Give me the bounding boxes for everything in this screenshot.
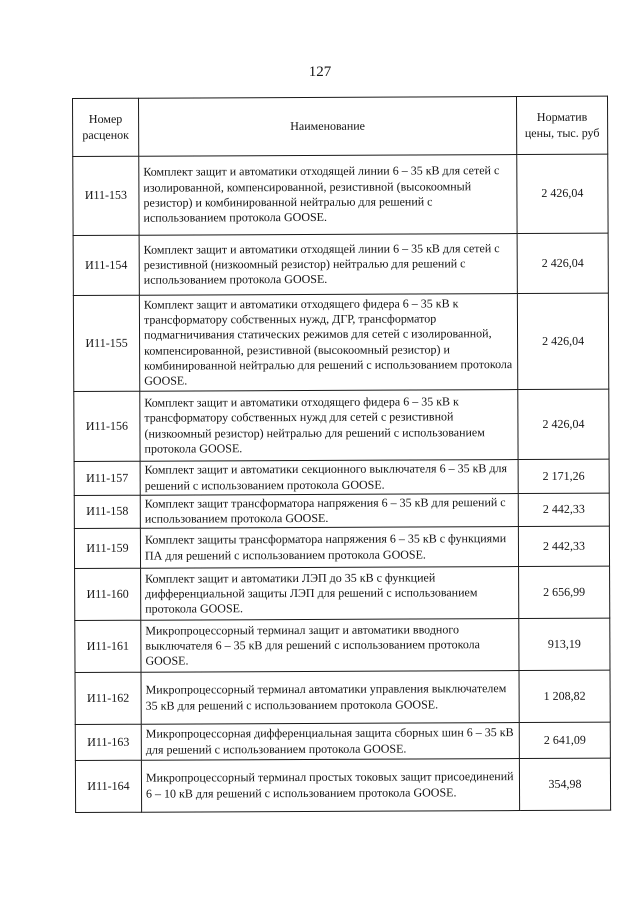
row-name: Микропроцессорная дифференциальная защита сборных шин 6 – 35 кВ для решений с использованием протокола GOOSE.: [141, 723, 519, 761]
row-code: И11-154: [73, 235, 139, 295]
row-code: И11-163: [75, 724, 141, 760]
table-row: [73, 233, 608, 295]
header-code: Номер расценок: [73, 98, 139, 156]
row-name: Комплект защит и автоматики секционного выключателя 6 – 35 кВ для решений с использованием протокола GOOSE.: [140, 460, 518, 496]
row-code: И11-162: [75, 672, 141, 724]
row-price: 2 656,99: [519, 566, 610, 618]
row-name: Микропроцессорный терминал простых токовых защит присоединений 6 – 10 кВ для решений с использованием протокола GOOSE.: [141, 759, 519, 813]
table-row: [75, 566, 610, 620]
row-code: И11-164: [75, 760, 141, 812]
table-row: [75, 758, 610, 812]
row-price: 2 426,04: [517, 293, 608, 389]
row-name: Комплект защит и автоматики отходящего фидера 6 – 35 кВ к трансформатору собственных нужд, ДГР, трансформатор подмагничивания статических режимов для сетей с изолированной, компенсированной, резистивной (высокоомный резистор) и комбинированной нейтралью для решений с использованием протокола GOOSE.: [139, 294, 517, 392]
table-row: [73, 293, 608, 391]
row-code: И11-159: [74, 528, 140, 568]
row-price: 2 641,09: [519, 722, 610, 758]
table-header-row: [73, 96, 608, 156]
row-price: 2 426,04: [517, 154, 608, 233]
row-price: 2 426,04: [518, 389, 609, 459]
row-price: 2 171,26: [518, 459, 609, 493]
row-name: Комплект защит и автоматики отходящей линии 6 – 35 кВ для сетей с резистивной (низкоомный резистор) нейтралью для решений с использованием протокола GOOSE.: [139, 234, 517, 296]
row-price: 913,19: [519, 618, 610, 670]
table-row: [73, 154, 608, 235]
row-code: И11-155: [73, 295, 139, 391]
price-table: [72, 96, 611, 813]
row-name: Комплект защит и автоматики ЛЭП до 35 кВ с функцией дифференциальной защиты ЛЭП для решений с использованием протокола GOOSE.: [141, 567, 519, 621]
row-price: 354,98: [519, 758, 610, 810]
row-price: 2 442,33: [518, 493, 609, 526]
row-name: Комплект защиты трансформатора напряжения 6 – 35 кВ с функциями ПА для решений с использованием протокола GOOSE.: [140, 527, 518, 569]
row-name: Комплект защит и автоматики отходящего фидера 6 – 35 кВ к трансформатору собственных нужд для сетей с резистивной (низкоомный резистор) нейтралью для решений с использованием протокола GOOSE.: [140, 390, 518, 462]
row-price: 2 442,33: [518, 526, 609, 566]
row-code: И11-160: [75, 568, 141, 620]
table-row: [75, 670, 610, 724]
row-code: И11-156: [74, 391, 140, 461]
row-name: Микропроцессорный терминал автоматики управления выключателем 35 кВ для решений с использованием протокола GOOSE.: [141, 671, 519, 725]
table-row: [74, 389, 609, 461]
table-row: [74, 526, 609, 568]
row-code: И11-161: [75, 620, 141, 672]
table-row: [74, 493, 609, 528]
page-number: 127: [308, 64, 332, 80]
table-row: [75, 722, 610, 760]
table-row: [75, 618, 610, 672]
row-code: И11-157: [74, 461, 140, 495]
table-row: [74, 459, 609, 495]
row-price: 1 208,82: [519, 670, 610, 722]
row-name: Комплект защит и автоматики отходящей линии 6 – 35 кВ для сетей с изолированной, компенсированной, резистивной (высокоомный резистор) и комбинированной нейтралью для решений с использованием протокола GOOSE.: [139, 155, 517, 236]
row-code: И11-153: [73, 156, 139, 235]
header-price: Норматив цены, тыс. руб: [516, 96, 607, 154]
row-name: Комплект защит трансформатора напряжения 6 – 35 кВ для решений с использованием протокола GOOSE.: [140, 494, 518, 529]
header-name: Наименование: [139, 97, 517, 157]
row-name: Микропроцессорный терминал защит и автоматики вводного выключателя 6 – 35 кВ для решений с использованием протокола GOOSE.: [141, 619, 519, 673]
row-price: 2 426,04: [517, 233, 608, 293]
row-code: И11-158: [74, 495, 140, 528]
